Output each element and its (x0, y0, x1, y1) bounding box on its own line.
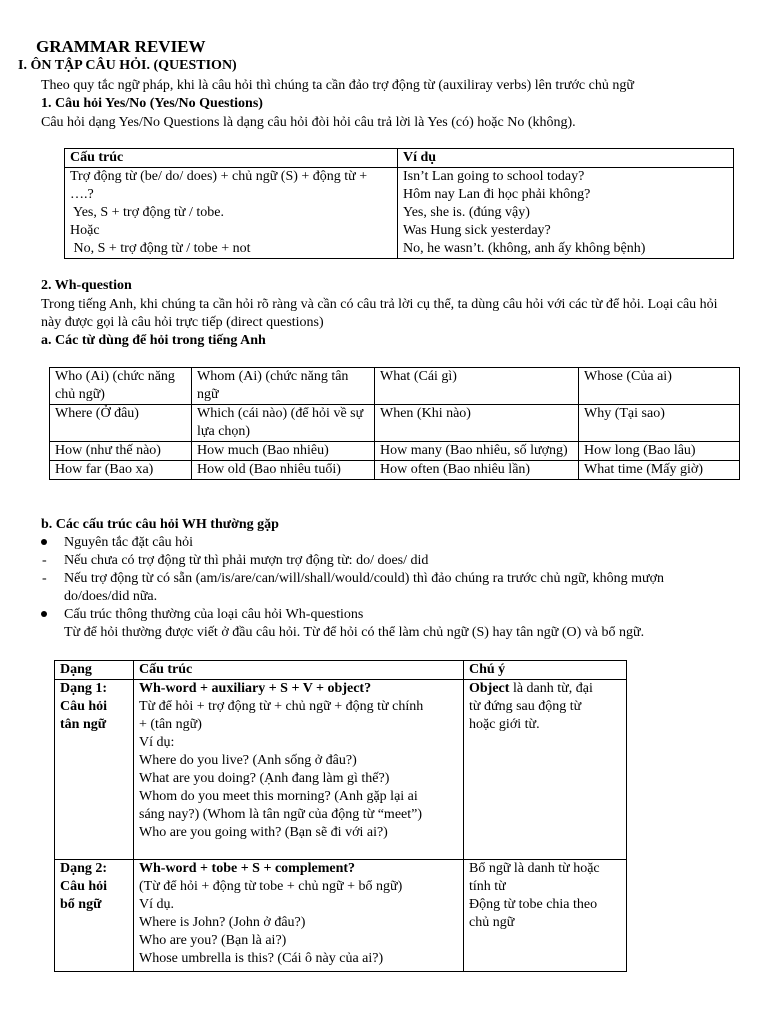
table-header-cell: Cấu trúc (65, 149, 398, 168)
table-row (50, 461, 740, 480)
structure-line: Where do you live? (Anh sống ở đâu?) (139, 753, 357, 768)
type-line: Câu hỏi (60, 699, 108, 714)
structure-cell (65, 168, 398, 259)
table-cell: Whose (Của ai) (579, 368, 740, 405)
structure-line: Hoặc (70, 223, 100, 238)
table-cell: Why (Tại sao) (579, 405, 740, 442)
example-cell (398, 168, 734, 259)
table-cell: What (Cái gì) (375, 368, 579, 405)
document-title: GRAMMAR REVIEW (36, 37, 206, 56)
structure-line: Who are you going with? (Bạn sẽ đi với ai?) (139, 825, 388, 840)
type-line: bổ ngữ (60, 897, 102, 912)
table-cell: How much (Bao nhiêu) (192, 442, 375, 461)
yes-no-intro: Câu hỏi dạng Yes/No Questions là dạng câu hỏi đòi hỏi câu trả lời là Yes (có) hoặc No (không). (41, 115, 576, 130)
structure-line: Trợ động từ (be/ do/ does) + chủ ngữ (S) + động từ + ….? (70, 169, 368, 202)
structure-line: sáng nay?) (Whom là tân ngữ của động từ “meet”) (139, 807, 423, 822)
type-cell (55, 680, 134, 860)
table-cell: How far (Bao xa) (50, 461, 192, 480)
dash-icon: - (42, 571, 47, 586)
structure-cell (134, 680, 464, 860)
type-line: Dạng 1: (60, 681, 108, 696)
table-cell: How (như thế nào) (50, 442, 192, 461)
structure-line: Whose umbrella is this? (Cái ô này của ai?) (139, 951, 384, 966)
type-line: tân ngữ (60, 717, 107, 732)
table-header-cell: Chú ý (464, 661, 627, 680)
table-cell: Where (Ở đâu) (50, 405, 192, 442)
structure-line: Yes, S + trợ động từ / tobe. (70, 205, 224, 220)
wh-structures-table (54, 660, 627, 972)
wh-intro: Trong tiếng Anh, khi chúng ta cần hỏi rõ ràng và cần có câu trả lời cụ thể, ta dùng câu hỏi với các từ để hỏi. Loại câu hỏi này được gọi là câu hỏi trực tiếp (direct questions) (41, 297, 718, 330)
dash-text: Nếu chưa có trợ động từ thì phải mượn trợ động từ: do/ does/ did (64, 553, 429, 568)
dash-text: Nếu trợ động từ có sẵn (am/is/are/can/will/shall/would/could) thì đảo chúng ra trước chủ ngữ, không mượn (64, 571, 664, 586)
table-header-row (65, 149, 734, 168)
table-cell: How many (Bao nhiêu, số lượng) (375, 442, 579, 461)
structure-line: Ví dụ: (139, 735, 175, 750)
note-bold: Object (469, 681, 510, 696)
yes-no-table (64, 148, 734, 259)
table-cell: Who (Ai) (chức năng chủ ngữ) (50, 368, 192, 405)
table-cell: When (Khi nào) (375, 405, 579, 442)
type-line: Dạng 2: (60, 861, 108, 876)
table-header-cell: Dạng (55, 661, 134, 680)
note-line: hoặc giới từ. (469, 717, 540, 732)
note-rest: là danh từ, đại (509, 681, 593, 696)
bullet-description: Từ để hỏi thường được viết ở đầu câu hỏi. Từ để hỏi có thể làm chủ ngữ (S) hay tân ngữ (O) và bổ ngữ. (64, 625, 645, 640)
structure-line: Ví dụ. (139, 897, 174, 912)
table-cell: How long (Bao lâu) (579, 442, 740, 461)
structure-line: Who are you? (Bạn là ai?) (139, 933, 287, 948)
table-row (55, 680, 627, 860)
table-row (65, 168, 734, 259)
note-line: tính từ (469, 879, 506, 894)
note-line: Động từ tobe chia theo (469, 897, 598, 912)
question-words-table (49, 367, 740, 480)
question-words-heading: a. Các từ dùng để hỏi trong tiếng Anh (41, 333, 266, 348)
table-header-cell: Cấu trúc (134, 661, 464, 680)
structure-line: Whom do you meet this morning? (Anh gặp lại ai (139, 789, 418, 804)
structure-line: + (tân ngữ) (139, 717, 202, 732)
note-line (469, 680, 621, 698)
section-heading: I. ÔN TẬP CÂU HỎI. (QUESTION) (18, 58, 237, 73)
table-header-cell: Ví dụ (398, 149, 734, 168)
example-line: Isn’t Lan going to school today? (403, 169, 585, 184)
table-row (50, 368, 740, 405)
bullet-text: Cấu trúc thông thường của loại câu hỏi Wh-questions (64, 607, 364, 622)
dash-icon: - (42, 553, 47, 568)
type-line: Câu hỏi (60, 879, 108, 894)
structure-line: No, S + trợ động từ / tobe + not (70, 241, 251, 256)
table-cell: What time (Mấy giờ) (579, 461, 740, 480)
example-line: Was Hung sick yesterday? (403, 223, 551, 238)
wh-structures-heading: b. Các cấu trúc câu hỏi WH thường gặp (41, 517, 279, 532)
formula: Wh-word + tobe + S + complement? (139, 861, 356, 876)
section-intro: Theo quy tắc ngữ pháp, khi là câu hỏi thì chúng ta cần đảo trợ động từ (auxiliray verbs) lên trước chủ ngữ (41, 78, 634, 93)
table-row (55, 860, 627, 972)
structure-line: Where is John? (John ở đâu?) (139, 915, 306, 930)
note-cell (464, 860, 627, 972)
subsection-heading-wh: 2. Wh-question (41, 278, 132, 293)
bullet-text: Nguyên tắc đặt câu hỏi (64, 535, 194, 550)
table-header-row (55, 661, 627, 680)
table-cell: Which (cái nào) (để hỏi về sự lựa chọn) (192, 405, 375, 442)
structure-line: Từ để hỏi + trợ động từ + chủ ngữ + động từ chính (139, 699, 424, 714)
structure-line: (Từ để hỏi + động từ tobe + chủ ngữ + bổ ngữ) (139, 879, 403, 894)
table-cell: How old (Bao nhiêu tuổi) (192, 461, 375, 480)
subsection-heading-yes-no: 1. Câu hỏi Yes/No (Yes/No Questions) (41, 96, 263, 111)
note-line: Bổ ngữ là danh từ hoặc (469, 861, 600, 876)
structure-line: What are you doing? (Ạnh đang làm gì thế?) (139, 771, 390, 786)
example-line: No, he wasn’t. (không, anh ấy không bệnh) (403, 241, 646, 256)
table-cell: How often (Bao nhiêu lần) (375, 461, 579, 480)
table-cell: Whom (Ai) (chức năng tân ngữ (192, 368, 375, 405)
table-row (50, 442, 740, 461)
example-line: Hôm nay Lan đi học phải không? (403, 187, 591, 202)
note-cell (464, 680, 627, 860)
formula: Wh-word + auxiliary + S + V + object? (139, 681, 372, 696)
structure-cell (134, 860, 464, 972)
example-line: Yes, she is. (đúng vậy) (403, 205, 530, 220)
table-row (50, 405, 740, 442)
note-line: từ đứng sau động từ (469, 699, 582, 714)
dash-text-continued: do/does/did nữa. (64, 589, 158, 604)
note-line: chủ ngữ (469, 915, 515, 930)
bullet-icon (41, 611, 47, 617)
bullet-icon (41, 539, 47, 545)
type-cell (55, 860, 134, 972)
